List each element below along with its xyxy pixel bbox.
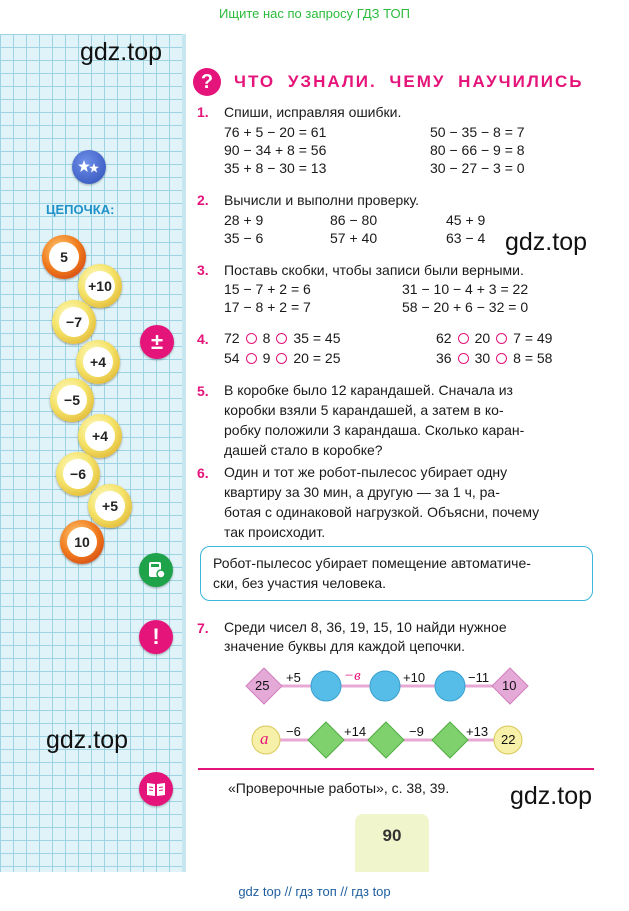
- page-number: 90: [355, 814, 429, 872]
- equation: 17 − 8 + 2 = 7: [224, 299, 311, 315]
- exclamation-icon: !: [139, 620, 173, 654]
- watermark: gdz.top: [80, 38, 163, 66]
- task-line: Среди чисел 8, 36, 19, 15, 10 найди нужное: [224, 619, 507, 635]
- expression: 28 + 9: [224, 212, 264, 228]
- reference-text: «Проверочные работы», с. 38, 39.: [228, 780, 450, 796]
- task-line: коробки взяли 5 карандашей, а затем в ко-: [224, 402, 504, 418]
- equation-with-gaps: 72 8 35 = 45: [224, 330, 341, 346]
- chain-coin: −5: [50, 378, 94, 422]
- chain-coin: +5: [88, 484, 132, 528]
- page-title: ЧТО УЗНАЛИ. ЧЕМУ НАУЧИЛИСЬ: [234, 72, 584, 91]
- answer-circle[interactable]: [435, 671, 465, 701]
- chain-label: ЦЕПОЧКА:: [46, 202, 115, 217]
- task-line: Один и тот же робот-пылесос убирает одну: [224, 464, 508, 480]
- book-icon: [139, 772, 173, 806]
- task-text: Спиши, исправляя ошибки.: [224, 104, 402, 120]
- equation-with-gaps: 62 20 7 = 49: [436, 330, 553, 346]
- watermark: gdz.top: [505, 228, 588, 256]
- chain-op: +10: [403, 670, 426, 685]
- chain-start: а: [260, 729, 269, 748]
- chain-end: 22: [501, 732, 516, 747]
- chain-coin: +4: [78, 414, 122, 458]
- task-line: так происходит.: [224, 524, 326, 540]
- equation-with-gaps: 54 9 20 = 25: [224, 350, 341, 366]
- chain-coin: −6: [56, 452, 100, 496]
- question-icon: ?: [193, 68, 221, 96]
- chain-op: +13: [466, 724, 489, 739]
- chain-op: −6: [286, 724, 301, 739]
- task-number: 5.: [197, 383, 209, 399]
- blank-circle[interactable]: [246, 353, 257, 364]
- task-line: ботая с одинаковой нагрузкой. Объясни, почему: [224, 504, 540, 520]
- task-number: 7.: [197, 620, 209, 636]
- number-chain-1: [240, 664, 540, 708]
- chain-coin: +10: [78, 264, 122, 308]
- blank-circle[interactable]: [496, 333, 507, 344]
- divider: [198, 768, 594, 770]
- chain-coin: 5: [42, 235, 86, 279]
- expression: 57 + 40: [330, 230, 378, 246]
- task-line: значение буквы для каждой цепочки.: [224, 638, 466, 654]
- info-note: [200, 546, 593, 601]
- equation: 76 + 5 − 20 = 61: [224, 124, 327, 140]
- note-line: Робот-пылесос убирает помещение автоматиче-: [213, 555, 531, 571]
- equation: 80 − 66 − 9 = 8: [430, 142, 525, 158]
- expression: 35 − 6: [224, 230, 264, 246]
- note-line: ски, без участия человека.: [213, 575, 387, 591]
- expression: 63 − 4: [446, 230, 486, 246]
- equation: 50 − 35 − 8 = 7: [430, 124, 525, 140]
- equation: 58 − 20 + 6 − 32 = 0: [402, 299, 529, 315]
- chain-op: +5: [286, 670, 301, 685]
- bottom-link[interactable]: gdz top // гдз топ // гдз top: [238, 884, 391, 899]
- expression: 45 + 9: [446, 212, 486, 228]
- equation: 35 + 8 − 30 = 13: [224, 160, 327, 176]
- chain-end: 10: [502, 678, 517, 693]
- task-text: Вычисли и выполни проверку.: [224, 192, 420, 208]
- plus-minus-icon: ±: [140, 325, 174, 359]
- answer-circle[interactable]: [370, 671, 400, 701]
- blank-circle[interactable]: [276, 353, 287, 364]
- answer-diamond[interactable]: [308, 722, 344, 758]
- chain-op: −9: [409, 724, 424, 739]
- task-number: 1.: [197, 104, 209, 120]
- blank-circle[interactable]: [458, 333, 469, 344]
- answer-diamond[interactable]: [432, 722, 468, 758]
- task-number: 2.: [197, 192, 209, 208]
- answer-diamond[interactable]: [368, 722, 404, 758]
- chain-coin: −7: [52, 300, 96, 344]
- chain-start: 25: [255, 678, 270, 693]
- task-line: дашей стало в коробке?: [224, 442, 383, 458]
- answer-circle[interactable]: [311, 671, 341, 701]
- blank-circle[interactable]: [276, 333, 287, 344]
- stars-icon: [72, 150, 106, 184]
- chain-coin: 10: [60, 520, 104, 564]
- equation: 15 − 7 + 2 = 6: [224, 281, 311, 297]
- equation: 31 − 10 − 4 + 3 = 22: [402, 281, 529, 297]
- blank-circle[interactable]: [458, 353, 469, 364]
- task-number: 4.: [197, 331, 209, 347]
- chain-op: −в: [344, 668, 361, 684]
- blank-circle[interactable]: [246, 333, 257, 344]
- task-line: В коробке было 12 карандашей. Сначала из: [224, 382, 513, 398]
- expression: 86 − 80: [330, 212, 378, 228]
- blank-circle[interactable]: [496, 353, 507, 364]
- calculator-icon: [139, 553, 173, 587]
- task-line: квартиру за 30 мин, а другую — за 1 ч, ра-: [224, 484, 500, 500]
- chain-op: +14: [344, 724, 367, 739]
- chain-coin: +4: [76, 340, 120, 384]
- task-number: 6.: [197, 465, 209, 481]
- watermark: gdz.top: [510, 782, 593, 810]
- task-line: робку положили 3 карандаша. Сколько каран-: [224, 422, 525, 438]
- chain-op: −11: [468, 670, 490, 685]
- watermark: gdz.top: [46, 726, 129, 754]
- equation: 90 − 34 + 8 = 56: [224, 142, 327, 158]
- number-chain-2: [240, 718, 540, 762]
- task-text: Поставь скобки, чтобы записи были верными.: [224, 262, 524, 278]
- equation: 30 − 27 − 3 = 0: [430, 160, 525, 176]
- equation-with-gaps: 36 30 8 = 58: [436, 350, 553, 366]
- top-link[interactable]: Ищите нас по запросу ГДЗ ТОП: [219, 6, 410, 21]
- task-number: 3.: [197, 262, 209, 278]
